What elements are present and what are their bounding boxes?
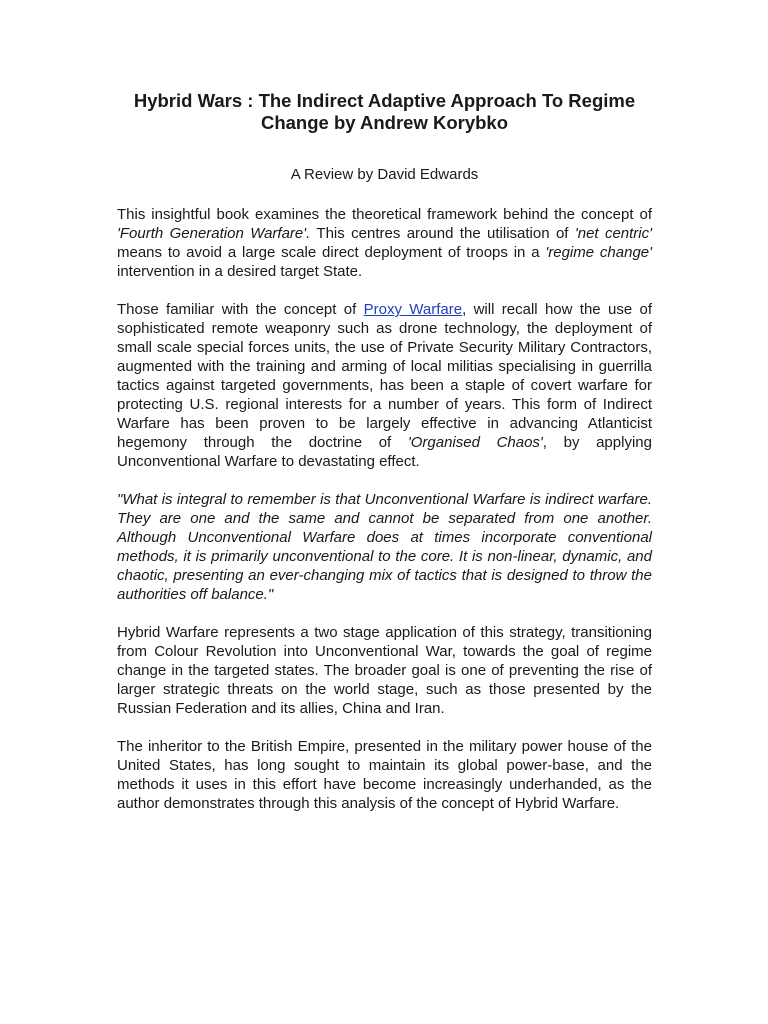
review-byline: A Review by David Edwards bbox=[290, 166, 479, 183]
p1-text-a: This insightful book examines the theoretical framework behind the concept of bbox=[117, 206, 652, 223]
paragraph-5: The inheritor to the British Empire, presented in the military power house of the United States, has long sought to maintain its global power-base, and the methods it uses in this effort have become increasingly underhanded, as the author demonstrates through this analysis of the concept of Hybrid Warfare. bbox=[117, 738, 652, 812]
p1-text-e: means to avoid a large scale direct deployment of troops in a bbox=[117, 244, 546, 261]
p2-text-b: , will recall how the use of sophisticated remote weaponry such as drone technology, the deployment of small scale special forces units, the use of Private Security Military Contractors, augmented with the training and arming of local militias specialising in guerrilla tactics against targeted governments, has been a staple of covert warfare for protecting U.S. regional interests for a number of years. This form of Indirect Warfare has been proven to be largely effective in advancing Atlanticist hegemony through the doctrine of bbox=[117, 301, 653, 451]
proxy-warfare-link[interactable]: Proxy Warfare bbox=[363, 301, 463, 318]
p2-emphasis-organised-chaos: 'Organised Chaos' bbox=[407, 434, 543, 451]
p1-emphasis-regime-change: 'regime change' bbox=[545, 244, 652, 261]
p2-text-d: , by applying Unconventional Warfare to devastating effect. bbox=[117, 434, 652, 470]
p2-text-a: Those familiar with the concept of bbox=[117, 301, 364, 318]
p1-text-c: This centres around the utilisation of bbox=[310, 225, 575, 242]
p1-text-g: intervention in a desired target State. bbox=[117, 263, 363, 280]
paragraph-4: Hybrid Warfare represents a two stage application of this strategy, transitioning from Colour Revolution into Unconventional War, towards the goal of regime change in the targeted states. The broader goal is one of preventing the rise of larger strategic threats on the world stage, such as those presented by the Russian Federation and its allies, China and Iran. bbox=[117, 624, 652, 717]
paragraph-1 bbox=[117, 205, 652, 281]
document-page bbox=[117, 90, 652, 832]
p1-emphasis-fourth-generation: 'Fourth Generation Warfare'. bbox=[117, 225, 311, 242]
quote-paragraph: "What is integral to remember is that Unconventional Warfare is indirect warfare. They are one and the same and cannot be separated from one another. Although Unconventional Warfare does at times incorporate conventional methods, it is primarily unconventional to the core. It is non-linear, dynamic, and chaotic, presenting an ever-changing mix of tactics that is designed to throw the authorities off balance." bbox=[117, 491, 652, 603]
p1-emphasis-net-centric: 'net centric' bbox=[574, 225, 653, 242]
document-title: Hybrid Wars : The Indirect Adaptive Approach To Regime Change by Andrew Korybko bbox=[133, 90, 636, 133]
paragraph-2 bbox=[117, 300, 652, 471]
